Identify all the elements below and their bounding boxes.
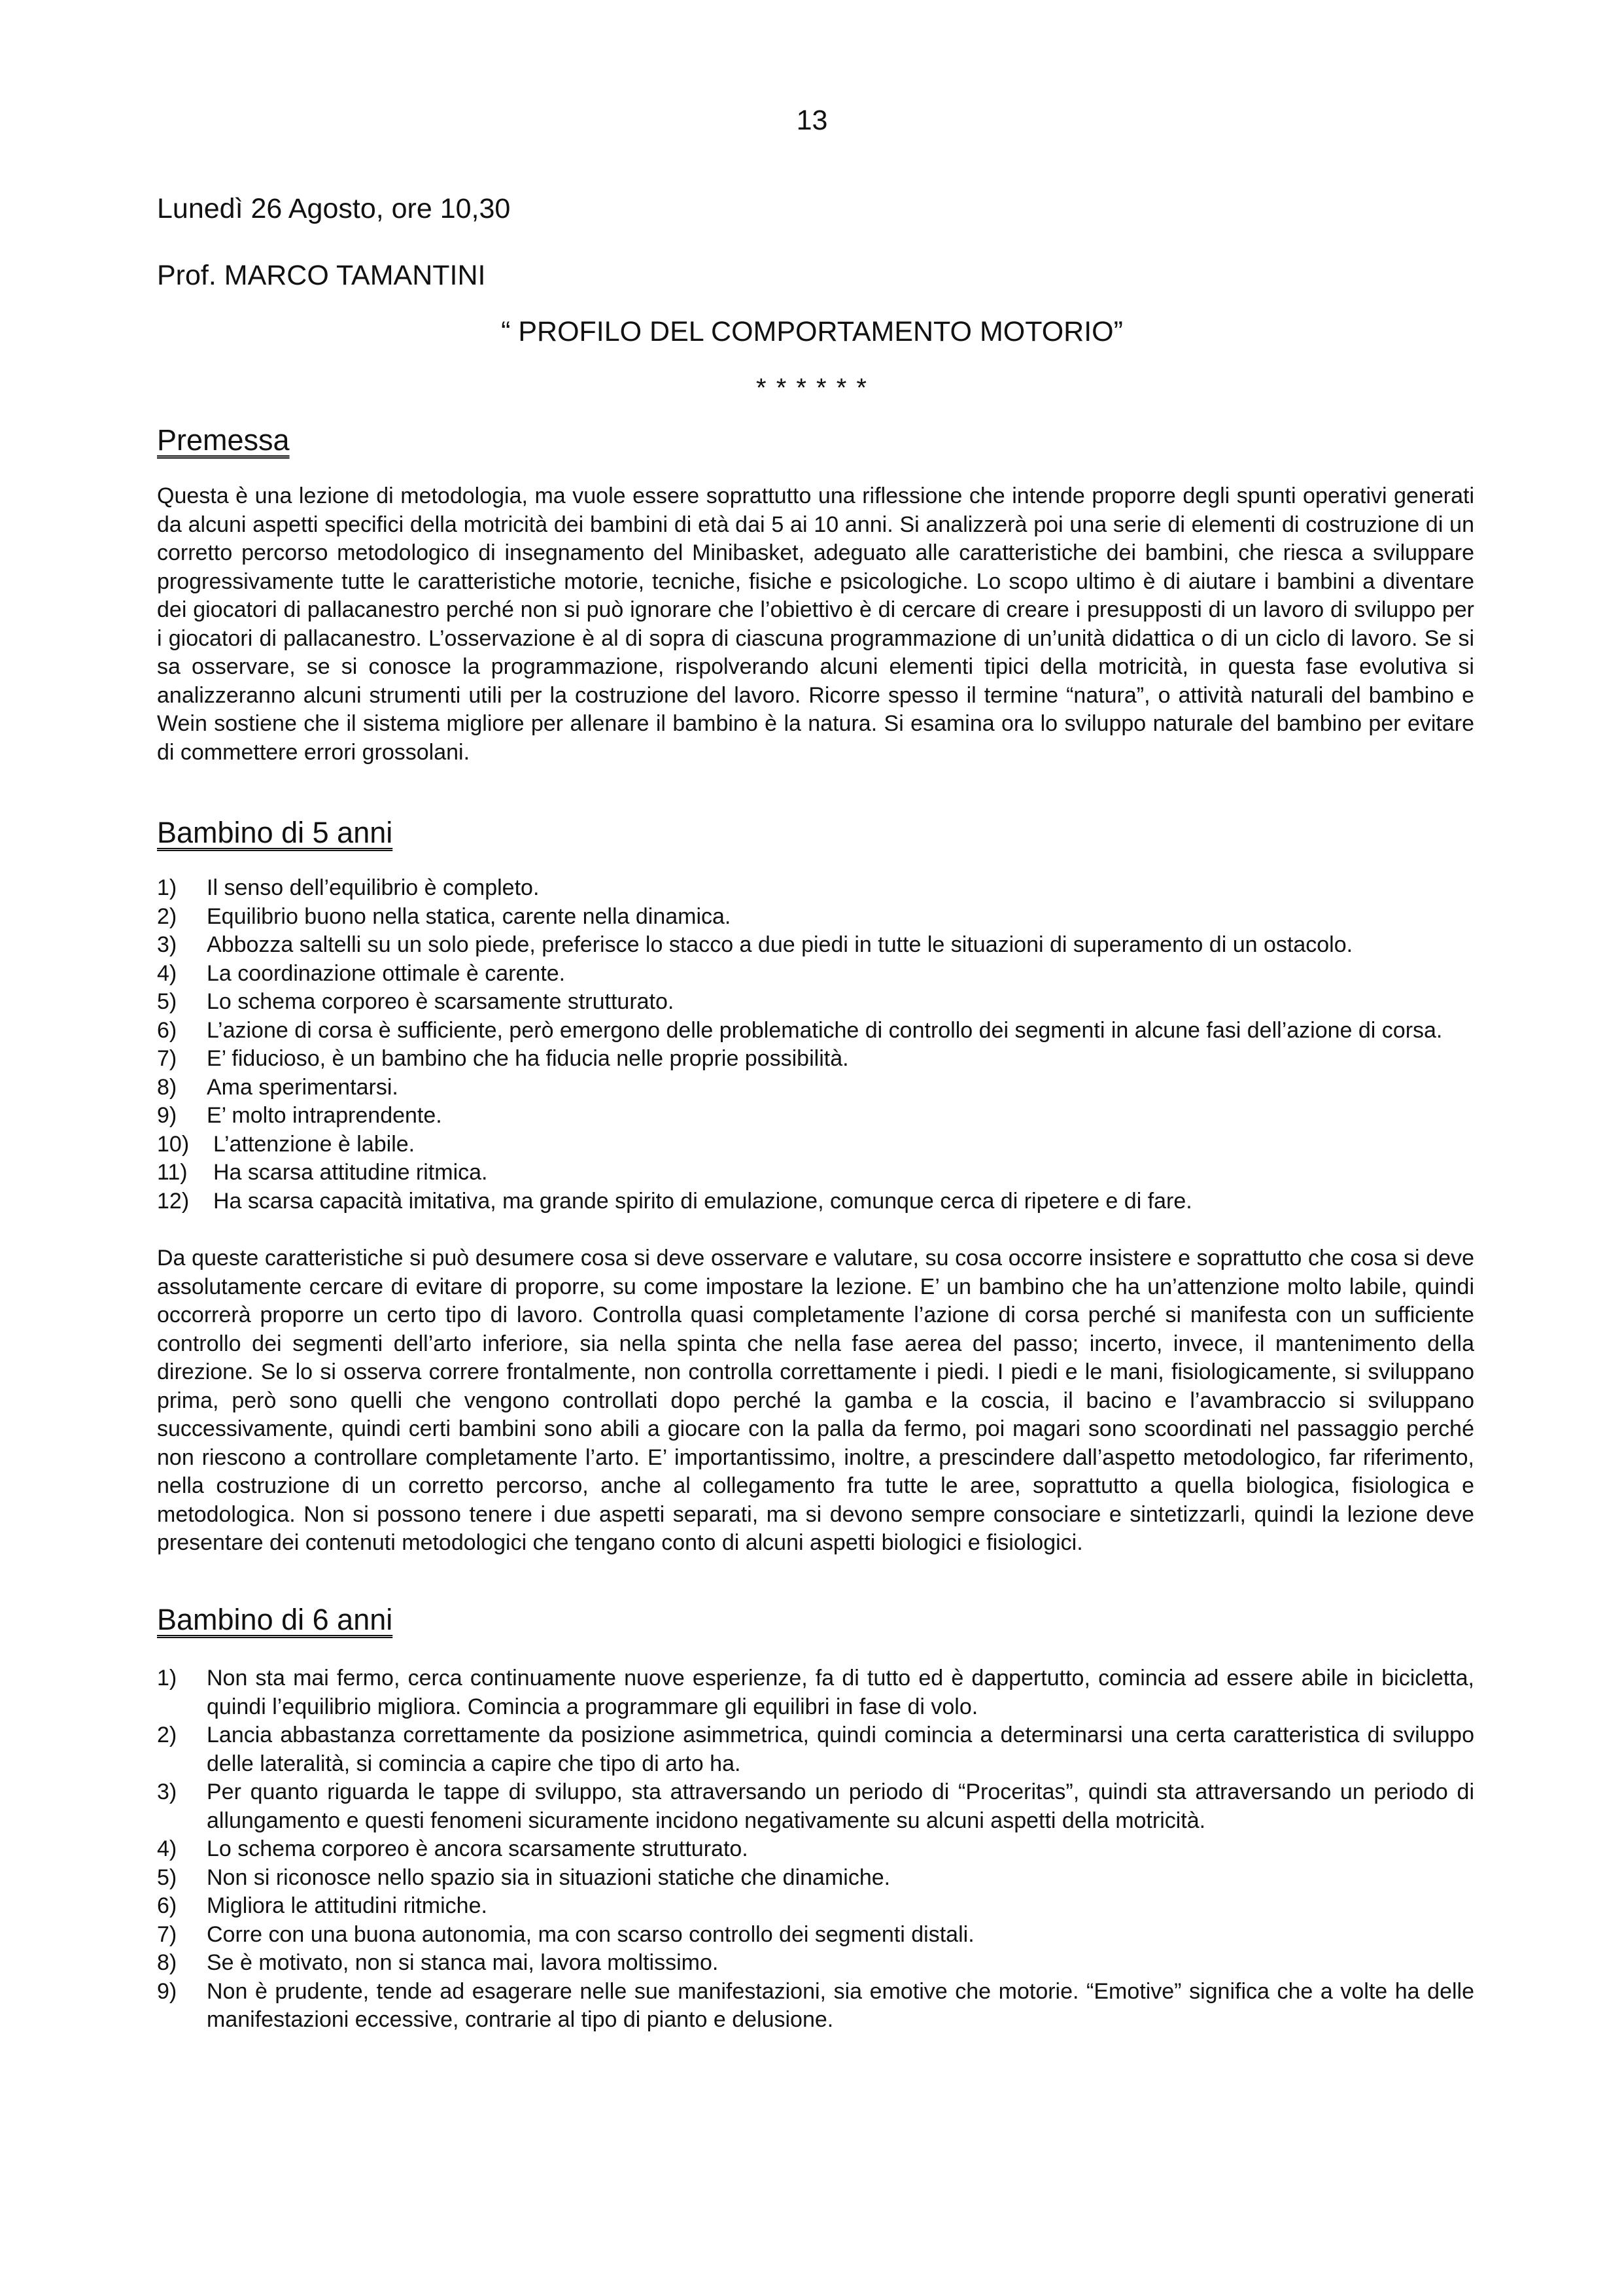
list-item <box>157 1159 1474 1187</box>
list-item-text: Ama sperimentarsi. <box>207 1074 398 1100</box>
list-item-number: 1) <box>157 1666 177 1691</box>
list-item-text: Lo schema corporeo è ancora scarsamente strutturato. <box>207 1836 748 1861</box>
section-heading-premessa: Premessa <box>157 423 290 457</box>
list-item-text: Se è motivato, non si stanca mai, lavora moltissimo. <box>207 1950 719 1975</box>
list-item-number: 12) <box>157 1188 190 1214</box>
list-item-number: 3) <box>157 932 177 957</box>
list-item-number: 9) <box>157 1103 177 1128</box>
document-title: “ PROFILO DEL COMPORTAMENTO MOTORIO” <box>501 316 1123 347</box>
list-item <box>157 1664 1474 1721</box>
list-item <box>157 1864 1474 1893</box>
bambino-5-paragraph: Da queste caratteristiche si può desumere cosa si deve osservare e valutare, su cosa occorre insistere e soprattutto che cosa si deve assolutamente cercare di evitare di proporre, su come impostare la lezione. E’ un bambino che ha un’attenzione molto labile, quindi occorrerà proporre un certo tipo di lavoro. Controlla quasi completamente l’azione di corsa perché si manifesta con un sufficiente controllo dei segmenti dell’arto inferiore, sia nella spinta che nella fase aerea del passo; incerto, invece, il mantenimento della direzione. Se lo si osserva correre frontalmente, non controlla correttamente i piedi. I piedi e le mani, fisiologicamente, si sviluppano prima, però sono quelli che vengono controllati dopo perché la gamba e la coscia, il bacino e l’avambraccio si sviluppano successivamente, quindi certi bambini sono abili a giocare con la palla da fermo, poi magari sono scoordinati nel passaggio perché non riescono a controllare completamente l’arto. E’ importantissimo, inoltre, a prescindere dall’aspetto metodologico, far riferimento, nella costruzione di un corretto percorso, anche al collegamento fra tutte le aree, soprattutto a quella biologica, fisiologica e metodologica. Non si possono tenere i due aspetti separati, ma si devono sempre consociare e sintetizzarli, quindi la lezione deve presentare dei contenuti metodologici che tengano conto di alcuni aspetti biologici e fisiologici. <box>157 1246 1474 1555</box>
list-item-text: Ha scarsa attitudine ritmica. <box>213 1160 488 1185</box>
list-item-number: 6) <box>157 1017 177 1043</box>
list-item-number: 2) <box>157 1723 177 1747</box>
list-item <box>157 1102 1474 1130</box>
list-item-number: 1) <box>157 875 177 900</box>
list-item-number: 2) <box>157 903 177 929</box>
section-heading-bambino-6: Bambino di 6 anni <box>157 1603 393 1636</box>
list-item <box>157 1045 1474 1074</box>
list-item-number: 11) <box>157 1160 188 1185</box>
list-item <box>157 1130 1474 1159</box>
list-item-text: Corre con una buona autonomia, ma con scarso controllo dei segmenti distali. <box>207 1921 975 1947</box>
list-item-number: 8) <box>157 1950 177 1975</box>
list-item-text: Non sta mai fermo, cerca continuamente nuove esperienze, fa di tutto ed è dappertutto, comincia ad essere abile in bicicletta, quindi l’equilibrio migliora. Comincia a programmare gli equilibri in fase di volo. <box>207 1666 1474 1719</box>
list-item <box>157 1978 1474 2035</box>
list-item-text: Abbozza saltelli su un solo piede, preferisce lo stacco a due piedi in tutte le situazioni di superamento di un ostacolo. <box>207 932 1353 957</box>
list-item-text: Non si riconosce nello spazio sia in situazioni statiche che dinamiche. <box>207 1865 891 1890</box>
list-bambino-6 <box>157 1664 1474 2035</box>
list-item-text: Ha scarsa capacità imitativa, ma grande spirito di emulazione, comunque cerca di ripetere e di fare. <box>213 1188 1192 1214</box>
list-item-text: E’ fiducioso, è un bambino che ha fiducia nelle proprie possibilità. <box>207 1046 849 1071</box>
list-item-text: Per quanto riguarda le tappe di sviluppo, sta attraversando un periodo di “Proceritas”, quindi sta attraversando un periodo di allungamento e questi fenomeni sicuramente incidono negativamente su alcuni aspetti della motricità. <box>207 1779 1474 1833</box>
list-item <box>157 931 1474 960</box>
list-item-number: 10) <box>157 1131 190 1157</box>
list-item-number: 3) <box>157 1779 177 1804</box>
premessa-paragraph: Questa è una lezione di metodologia, ma vuole essere soprattutto una riflessione che intende proporre degli spunti operativi generati da alcuni aspetti specifici della motricità dei bambini di età dai 5 ai 10 anni. Si analizzerà poi una serie di elementi di costruzione di un corretto percorso metodologico di insegnamento del Minibasket, adeguato alle caratteristiche dei bambini, che riesca a sviluppare progressivamente tutte le caratteristiche motorie, tecniche, fisiche e psicologiche. Lo scopo ultimo è di aiutare i bambini a diventare dei giocatori di pallacanestro perché non si può ignorare che l’obiettivo è di cercare di creare i presupposti di un lavoro di sviluppo per i giocatori di pallacanestro. L’osservazione è al di sopra di ciascuna programmazione di un’unità didattica o di un ciclo di lavoro. Se si sa osservare, se si conosce la programmazione, rispolverando alcuni elementi tipici della motricità, in questa fase evolutiva si analizzeranno alcuni strumenti utili per la costruzione del lavoro. Ricorre spesso il termine “natura”, o attività naturali del bambino e Wein sostiene che il sistema migliore per allenare il bambino è la natura. Si esamina ora lo sviluppo naturale del bambino per evitare di commettere errori grossolani. <box>157 483 1474 765</box>
list-item-text: Lo schema corporeo è scarsamente strutturato. <box>207 989 674 1014</box>
list-item-number: 5) <box>157 989 177 1014</box>
list-item-number: 9) <box>157 1978 177 2004</box>
list-item <box>157 1778 1474 1835</box>
list-item-number: 4) <box>157 1836 177 1861</box>
list-item-number: 7) <box>157 1921 177 1947</box>
list-item <box>157 903 1474 932</box>
list-item-number: 5) <box>157 1865 177 1890</box>
list-item-number: 6) <box>157 1893 177 1918</box>
list-item <box>157 1074 1474 1102</box>
list-item <box>157 988 1474 1017</box>
list-item <box>157 1187 1474 1216</box>
list-item-text: L’azione di corsa è sufficiente, però emergono delle problematiche di controllo dei segmenti in alcune fasi dell’azione di corsa. <box>207 1017 1443 1043</box>
list-item <box>157 1949 1474 1978</box>
list-item <box>157 960 1474 989</box>
section-heading-bambino-5: Bambino di 5 anni <box>157 816 393 849</box>
list-item <box>157 1835 1474 1864</box>
list-item <box>157 1921 1474 1950</box>
list-item-number: 4) <box>157 960 177 986</box>
list-item-text: La coordinazione ottimale è carente. <box>207 960 566 986</box>
page-number: 13 <box>796 105 828 136</box>
date-line: Lunedì 26 Agosto, ore 10,30 <box>157 193 511 224</box>
list-item-text: L’attenzione è labile. <box>213 1131 415 1157</box>
list-item-text: Migliora le attitudini ritmiche. <box>207 1893 487 1918</box>
list-item-text: Non è prudente, tende ad esagerare nelle sue manifestazioni, sia emotive che motorie. “Emotive” significa che a volte ha delle manifestazioni eccessive, contrarie al tipo di pianto e delusione. <box>207 1978 1474 2032</box>
list-item <box>157 874 1474 903</box>
list-item <box>157 1721 1474 1778</box>
list-item <box>157 1017 1474 1045</box>
separator-stars: * * * * * * <box>756 374 868 402</box>
list-item-text: Equilibrio buono nella statica, carente nella dinamica. <box>207 903 731 929</box>
list-item-text: E’ molto intraprendente. <box>207 1103 442 1128</box>
list-bambino-5 <box>157 874 1474 1216</box>
list-item-number: 8) <box>157 1074 177 1100</box>
list-item-text: Il senso dell’equilibrio è completo. <box>207 875 540 900</box>
list-item-number: 7) <box>157 1046 177 1071</box>
list-item <box>157 1892 1474 1921</box>
list-item-text: Lancia abbastanza correttamente da posizione asimmetrica, quindi comincia a determinarsi una certa caratteristica di sviluppo delle lateralità, si comincia a capire che tipo di arto ha. <box>207 1723 1474 1776</box>
speaker-name: Prof. MARCO TAMANTINI <box>157 260 486 291</box>
